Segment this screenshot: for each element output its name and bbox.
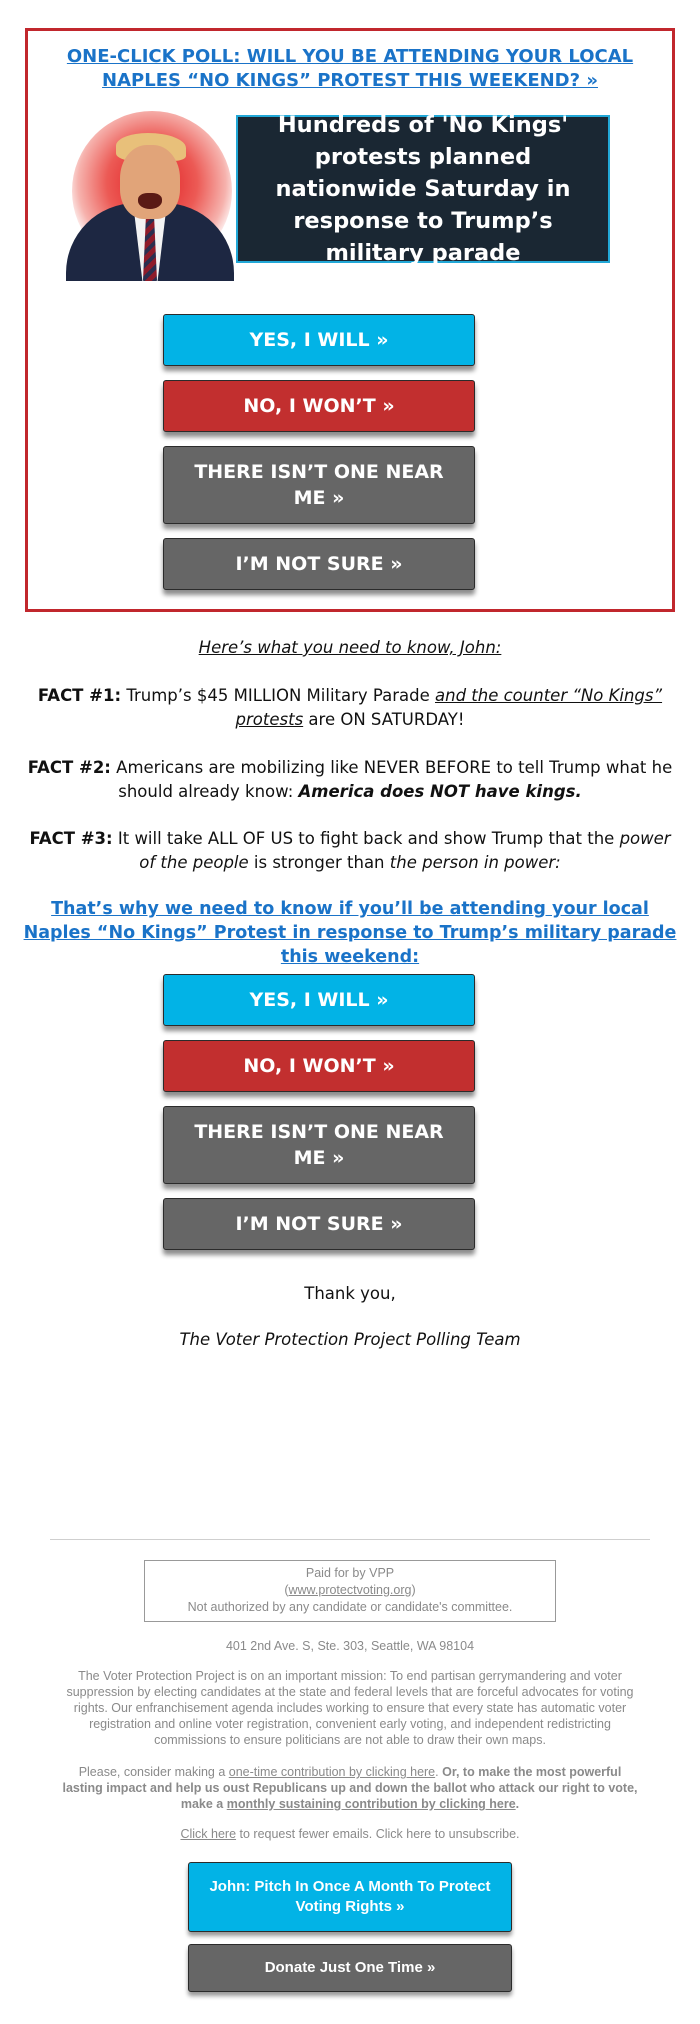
cta-link[interactable]: That’s why we need to know if you’ll be attending your local Naples “No Kings” Protest in response to Trump’s military parade this weekend: — [23, 899, 677, 967]
fact-1: FACT #1: Trump’s $45 MILLION Military Parade and the counter “No Kings” protests are ON SATURDAY! — [37, 686, 663, 729]
trump-photo — [64, 111, 236, 281]
poll-none-near-button[interactable]: THERE ISN’T ONE NEAR ME » — [163, 446, 475, 524]
poll-not-sure-button[interactable]: I’M NOT SURE » — [163, 538, 475, 590]
greeting: Here’s what you need to know, John: — [198, 638, 502, 657]
paid-for-box — [144, 1560, 556, 1622]
poll-yes-button[interactable]: YES, I WILL » — [163, 314, 475, 366]
poll-no-button[interactable]: NO, I WON’T » — [163, 380, 475, 432]
unsubscribe-text: Click here to request fewer emails. Click here to unsubscribe. — [180, 1827, 520, 1841]
body-yes-button[interactable]: YES, I WILL » — [163, 974, 475, 1026]
footer-divider — [50, 1539, 650, 1540]
fact-1-label: FACT #1: — [37, 686, 122, 705]
one-time-contribution-link[interactable]: one-time contribution by clicking here — [228, 1765, 436, 1779]
news-headline: Hundreds of 'No Kings' protests planned nationwide Saturday in response to Trump’s military parade — [236, 115, 610, 263]
not-authorized-text: Not authorized by any candidate or candidate's committee. — [187, 1600, 513, 1614]
poll-title-link[interactable]: ONE-CLICK POLL: WILL YOU BE ATTENDING YOUR LOCAL NAPLES “NO KINGS” PROTEST THIS WEEKEND? » — [66, 46, 634, 91]
paid-for-url-link[interactable]: www.protectvoting.org — [288, 1583, 412, 1597]
thanks-text: Thank you, — [304, 1284, 396, 1303]
cta-paragraph — [22, 897, 678, 969]
monthly-contribution-link[interactable]: monthly sustaining contribution by clicking here — [226, 1797, 516, 1811]
monthly-donate-button[interactable]: John: Pitch In Once A Month To Protect Voting Rights » — [188, 1862, 512, 1932]
body-none-near-button[interactable]: THERE ISN’T ONE NEAR ME » — [163, 1106, 475, 1184]
body-no-button[interactable]: NO, I WON’T » — [163, 1040, 475, 1092]
fact-3-label: FACT #3: — [29, 829, 113, 848]
mission-text: The Voter Protection Project is on an important mission: To end partisan gerrymandering and voter suppression by electing candidates at the state and federal levels that are forceful advocates for voting rights. Our enfranchisement agenda includes working to ensure that every state has automatic voter registration and online voter registration, convenient early voting, and independent redistricting commissions to ensure politicians are not able to draw their own maps. — [66, 1669, 634, 1747]
body-not-sure-button[interactable]: I’M NOT SURE » — [163, 1198, 475, 1250]
fact-2: FACT #2: Americans are mobilizing like NEVER BEFORE to tell Trump what he should already know: America does NOT have kings. — [27, 758, 673, 801]
address-text: 401 2nd Ave. S, Ste. 303, Seattle, WA 98104 — [225, 1639, 475, 1653]
one-time-donate-button[interactable]: Donate Just One Time » — [188, 1944, 512, 1992]
fewer-emails-link[interactable]: Click here — [180, 1827, 237, 1841]
contribution-text: Please, consider making a one-time contribution by clicking here. Or, to make the most powerful lasting impact and help us oust Republicans up and down the ballot who attack our right to vote, make a monthly sustaining contribution by clicking here. — [62, 1765, 638, 1811]
fact-3: FACT #3: It will take ALL OF US to fight back and show Trump that the power of the people is stronger than the person in power: — [29, 829, 671, 872]
fact-2-label: FACT #2: — [27, 758, 111, 777]
paid-for-url-line: (www.protectvoting.org) — [284, 1583, 416, 1597]
signature: The Voter Protection Project Polling Team — [179, 1330, 521, 1349]
paid-for-text: Paid for by VPP — [305, 1566, 395, 1580]
